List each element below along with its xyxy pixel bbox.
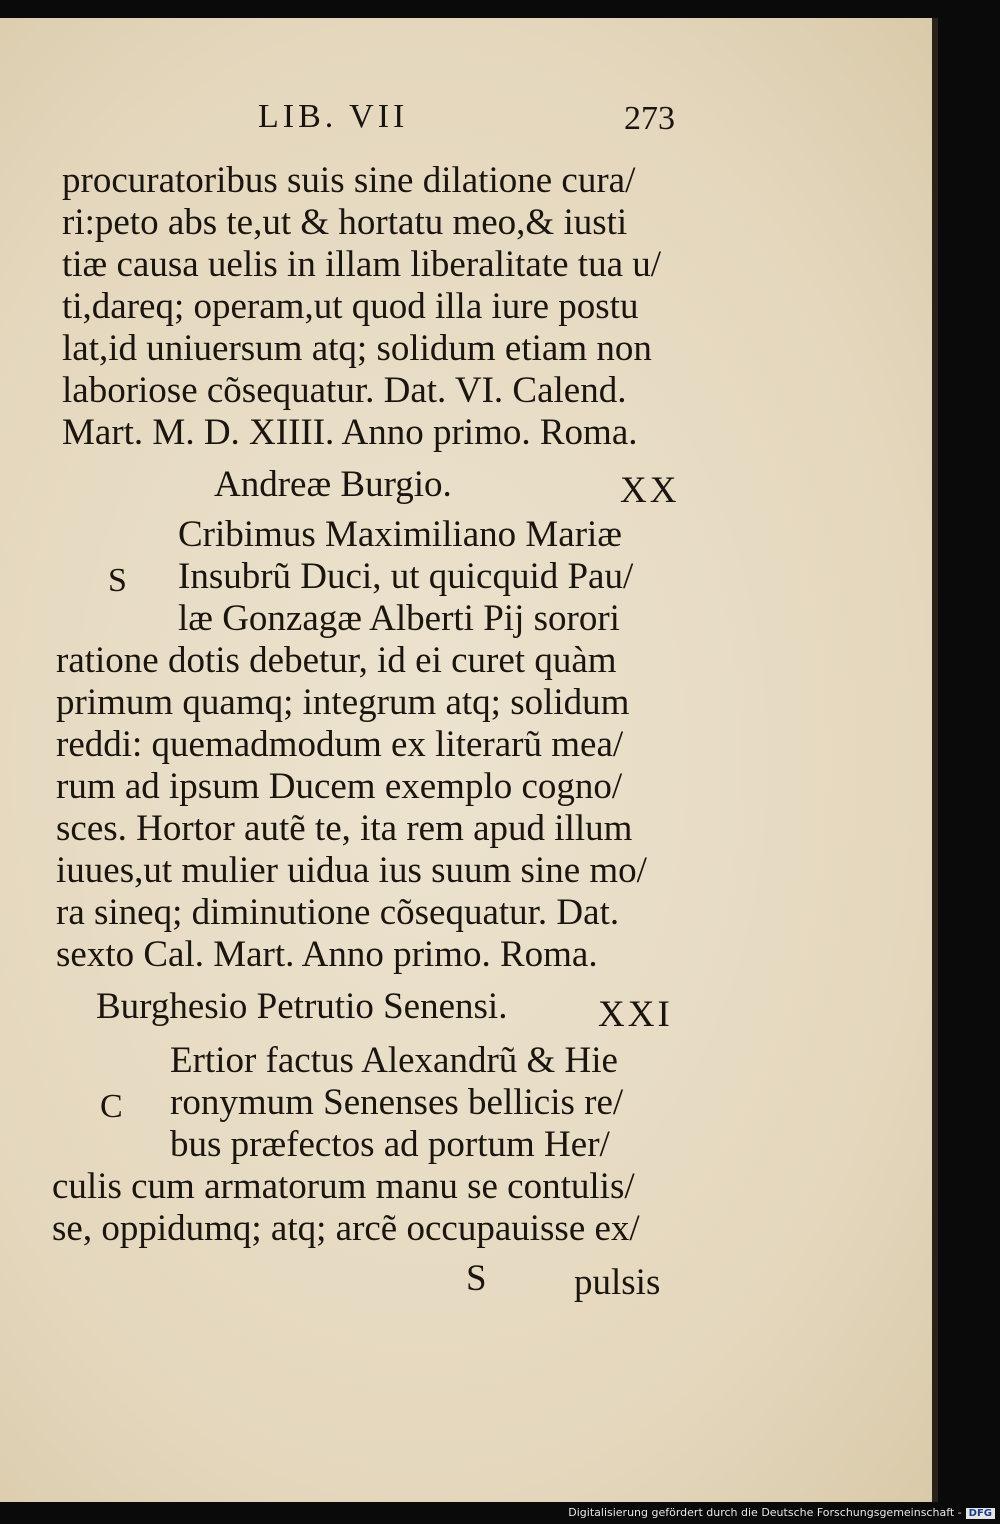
text-line: sces. Hortor autẽ te, ita rem apud illum bbox=[56, 808, 633, 849]
digitization-credit bbox=[540, 1506, 995, 1522]
running-head bbox=[0, 98, 932, 148]
text-line: reddi: quemadmodum ex literarũ mea/ bbox=[56, 724, 624, 765]
credit-text: Digitalisierung gefördert durch die Deutsche Forschungsgemeinschaft - bbox=[568, 1506, 962, 1519]
text-line: Cribimus Maximiliano Mariæ bbox=[178, 514, 622, 555]
letter-number: XXI bbox=[598, 994, 673, 1035]
page-edge bbox=[932, 18, 938, 1502]
text-line: culis cum armatorum manu se contulis/ bbox=[52, 1166, 635, 1207]
letter-heading: Burghesio Petrutio Senensi. bbox=[96, 986, 508, 1027]
text-line: ronymum Senenses bellicis re/ bbox=[170, 1082, 624, 1123]
catchword: pulsis bbox=[574, 1262, 661, 1303]
text-line: ti,dareq; operam,ut quod illa iure postu bbox=[62, 286, 639, 327]
text-line: ra sineq; diminutione cõsequatur. Dat. bbox=[56, 892, 620, 933]
letter-heading: Andreæ Burgio. bbox=[214, 464, 452, 505]
dfg-logo: DFG bbox=[966, 1508, 995, 1519]
letter-number: XX bbox=[620, 470, 680, 511]
page-number: 273 bbox=[624, 100, 675, 137]
text-line: iuues,ut mulier uidua ius suum sine mo/ bbox=[56, 850, 647, 891]
initial-letter-placeholder: C bbox=[100, 1088, 123, 1125]
text-line: rum ad ipsum Ducem exemplo cogno/ bbox=[56, 766, 623, 807]
text-line: ratione dotis debetur, id ei curet quàm bbox=[56, 640, 617, 681]
text-line: læ Gonzagæ Alberti Pij sorori bbox=[178, 598, 620, 639]
text-line: bus præfectos ad portum Her/ bbox=[170, 1124, 610, 1165]
text-line: procuratoribus suis sine dilatione cura/ bbox=[62, 160, 636, 201]
text-line: lat,id uniuersum atq; solidum etiam non bbox=[62, 328, 652, 369]
text-line: laboriose cõsequatur. Dat. VI. Calend. bbox=[62, 370, 627, 411]
running-head-title: LIB. VII bbox=[258, 98, 409, 135]
initial-letter-placeholder: S bbox=[108, 562, 127, 599]
signature-mark: S bbox=[466, 1258, 487, 1299]
text-line: primum quamq; integrum atq; solidum bbox=[56, 682, 630, 723]
text-line: Insubrũ Duci, ut quicquid Pau/ bbox=[178, 556, 634, 597]
text-line: ri:peto abs te,ut & hortatu meo,& iusti bbox=[62, 202, 628, 243]
text-line: tiæ causa uelis in illam liberalitate tua u/ bbox=[62, 244, 662, 285]
text-line: sexto Cal. Mart. Anno primo. Roma. bbox=[56, 934, 598, 975]
text-line: Mart. M. D. XIIII. Anno primo. Roma. bbox=[62, 412, 638, 453]
text-line: se, oppidumq; atq; arcẽ occupauisse ex/ bbox=[52, 1208, 640, 1249]
text-line: Ertior factus Alexandrũ & Hie bbox=[170, 1040, 618, 1081]
